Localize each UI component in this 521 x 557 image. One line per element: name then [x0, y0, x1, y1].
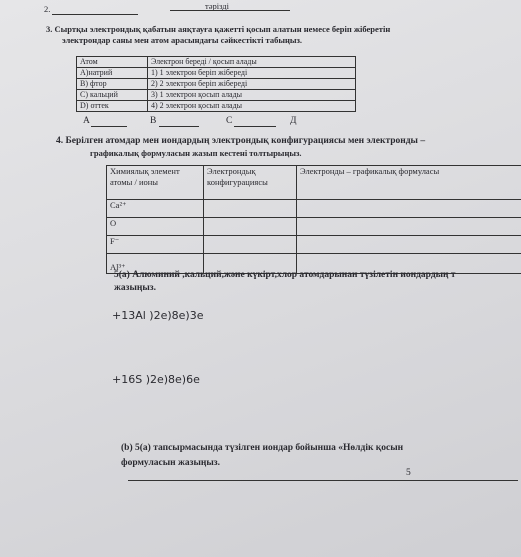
answer-label-b: B: [150, 116, 157, 126]
q5a-title: 5(а) Алюминий ,кальций,және күкірт,хлор атомдарынан түзілетін иондардың т: [114, 270, 456, 280]
answer-blank-c[interactable]: [234, 126, 276, 127]
answer-label-a: A: [83, 116, 90, 126]
q4-header-configuration: Электрондық конфигурациясы: [204, 166, 297, 200]
answer-line: [170, 10, 290, 11]
q5b-title-line2: формуласын жазыңыз.: [121, 458, 220, 468]
q3-matching-table: [76, 56, 356, 112]
q3-option-2: 2) 2 электрон беріп жібереді: [148, 79, 356, 90]
answer-line: [52, 14, 138, 15]
q4-row-f-ion: F⁻: [107, 236, 204, 254]
answer-blank-b[interactable]: [159, 126, 199, 127]
answer-blank-a[interactable]: [91, 126, 127, 127]
q5a-answer-aluminium: +13Al )2e)8e)3e: [112, 309, 204, 322]
q3-title-line2: электрондар саны мен атом арасындағы сәйкестікті табыңыз.: [62, 35, 303, 45]
q3-atom-b: B) фтор: [77, 79, 148, 90]
q3-header-atom: Атом: [77, 57, 148, 68]
score-mark: 5: [406, 468, 411, 478]
q3-atom-a: A)натрий: [77, 68, 148, 79]
q4-row-al-ion: Al³⁺: [107, 254, 204, 274]
item-2-number: 2.: [44, 4, 51, 14]
q4-title-line2: графикалық формуласын жазып кестені толтырыңыз.: [90, 148, 302, 158]
q5a-title-line2: жазыңыз.: [114, 283, 156, 293]
q3-atom-c: C) кальций: [77, 90, 148, 101]
q4-cell-configuration[interactable]: [204, 236, 297, 254]
q5a-answer-sulfur: +16S )2e)8e)6e: [112, 373, 200, 386]
q4-config-table: [106, 165, 521, 274]
q3-option-4: 4) 2 электрон қосып алады: [148, 101, 356, 112]
q4-cell-graphic[interactable]: [297, 236, 521, 254]
q4-title: 4. Берілген атомдар мен иондардың электрондық конфигурациясы мен электронды –: [56, 136, 426, 146]
answer-label-d: Д: [290, 116, 297, 126]
q4-cell-configuration[interactable]: [204, 200, 297, 218]
q5b-title: (b) 5(а) тапсырмасында түзілген иондар бойынша «Нөлдік қосын: [121, 443, 404, 453]
q4-row-ca-ion: Ca²⁺: [107, 200, 204, 218]
answer-label-c: C: [226, 116, 233, 126]
q4-cell-graphic[interactable]: [297, 218, 521, 236]
q4-row-o: O: [107, 218, 204, 236]
q3-option-1: 1) 1 электрон беріп жібереді: [148, 68, 356, 79]
q3-option-3: 3) 1 электрон қосып алады: [148, 90, 356, 101]
q4-header-element: Химиялық элемент атомы / ионы: [107, 166, 204, 200]
q4-cell-configuration[interactable]: [204, 218, 297, 236]
item-2-word: тәрізді: [205, 1, 229, 11]
q4-cell-graphic[interactable]: [297, 200, 521, 218]
q4-header-graphic-formula: Электронды – графикалық формуласы: [297, 166, 521, 200]
q3-atom-d: D) оттек: [77, 101, 148, 112]
q5b-answer-line[interactable]: [128, 480, 518, 481]
q3-title: 3. Сыртқы электрондық қабатын аяқтауға қажетті қосып алатын немесе беріп жіберетін: [46, 24, 391, 34]
q3-header-electrons: Электрон береді / қосып алады: [148, 57, 356, 68]
